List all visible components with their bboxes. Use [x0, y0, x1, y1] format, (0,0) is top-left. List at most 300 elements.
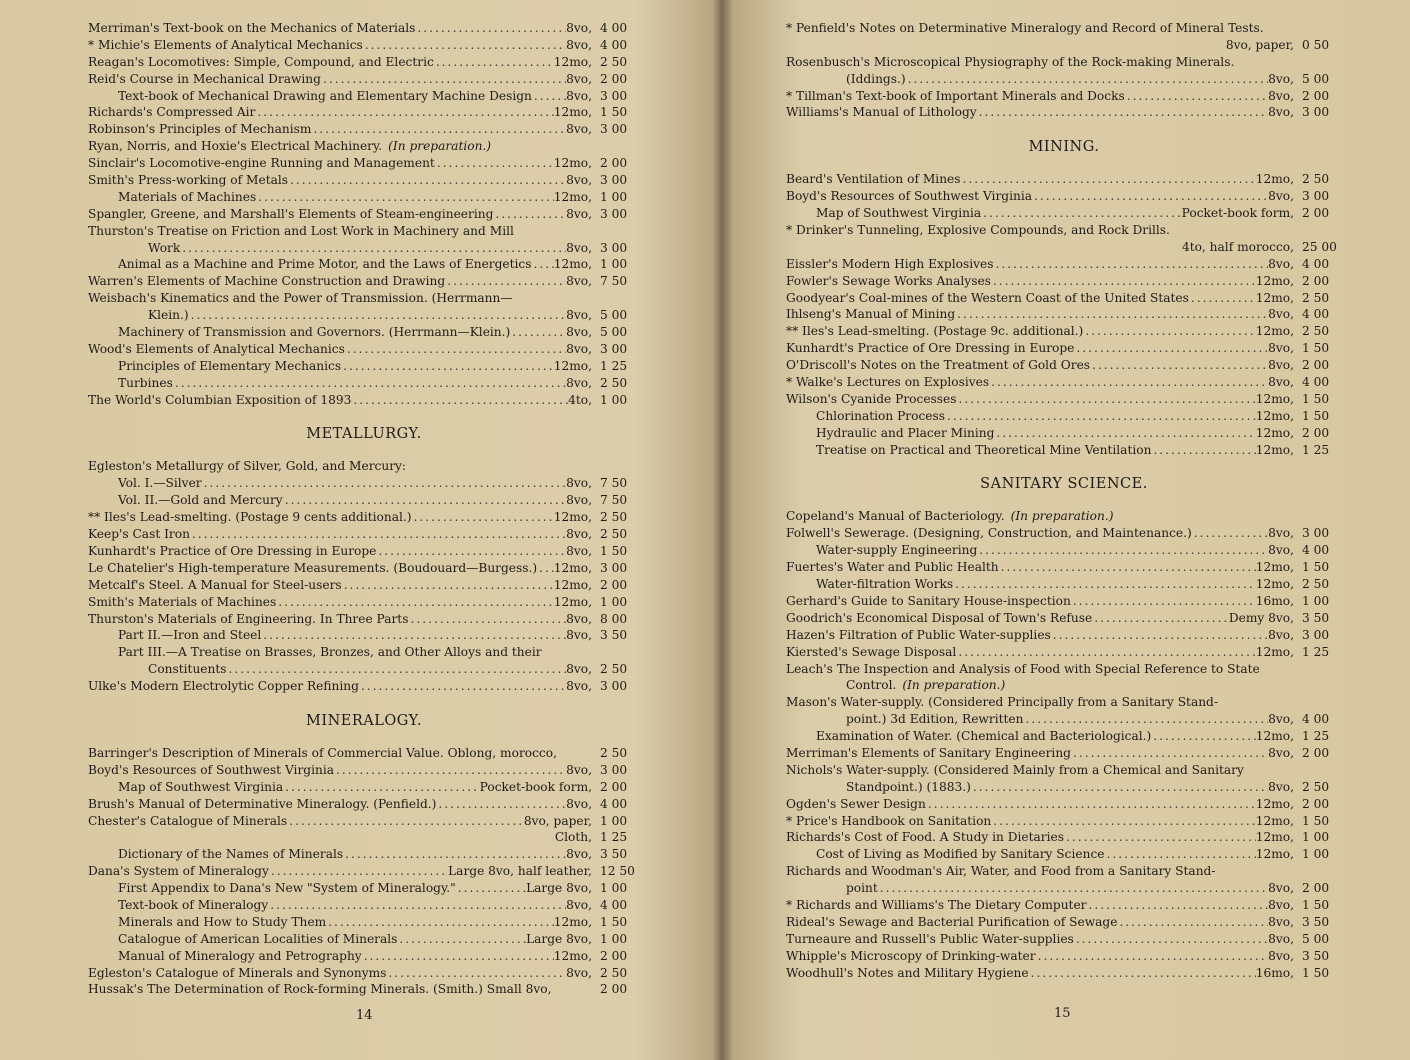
entry-price: 2 50 — [600, 662, 628, 677]
entry-title: Text-book of Mineralogy — [118, 897, 269, 912]
entry-format: 12mo, — [1255, 442, 1294, 457]
entry-format: 4to, half morocco, — [1181, 239, 1294, 254]
leader-dots — [445, 273, 566, 290]
entry-title: Eissler's Modern High Explosives — [786, 256, 994, 271]
entry-price: 4 00 — [600, 796, 628, 811]
entry-title: Animal as a Machine and Prime Motor, and the Laws of Energetics — [118, 257, 532, 272]
entry-note: (In preparation.) — [1010, 509, 1114, 524]
catalog-entry — [88, 475, 640, 492]
leader-dots — [256, 189, 553, 206]
leader-dots — [189, 307, 567, 324]
catalog-entry — [88, 829, 640, 846]
entry-title: Goodrich's Economical Disposal of Town's Refuse — [786, 610, 1093, 625]
catalog-entry — [786, 54, 1342, 71]
entry-format: 4to, — [568, 392, 592, 407]
entry-format: 8vo, — [1268, 71, 1294, 86]
catalog-entry — [88, 577, 640, 594]
entry-price: 4 00 — [600, 37, 628, 52]
leader-dots — [906, 71, 1269, 88]
entry-price: 3 00 — [600, 122, 628, 137]
entry-title: Merriman's Elements of Sanitary Engineering — [786, 745, 1071, 760]
entry-format: 12mo, — [1255, 644, 1294, 659]
entry-price: 7 50 — [600, 493, 628, 508]
catalog-entry — [88, 931, 640, 948]
catalog-entry — [786, 542, 1342, 559]
catalog-entry — [786, 813, 1342, 830]
entry-price: 1 25 — [600, 830, 628, 845]
entry-price: 2 00 — [1302, 745, 1330, 760]
entry-price: 2 50 — [600, 527, 628, 542]
entry-title: Cost of Living as Modified by Sanitary Science — [816, 847, 1105, 862]
entry-format: 8vo, — [1268, 88, 1294, 103]
leader-dots — [408, 611, 566, 628]
entry-price: 2 00 — [600, 156, 628, 171]
entry-price: 1 25 — [1302, 729, 1330, 744]
catalog-entry — [786, 745, 1342, 762]
catalog-entry — [786, 222, 1342, 239]
entry-price: 1 00 — [600, 392, 628, 407]
catalog-entry — [88, 661, 640, 678]
entry-price: 2 00 — [600, 948, 628, 963]
entry-format: 12mo, — [1255, 408, 1294, 423]
catalog-entry — [88, 914, 640, 931]
entry-title: Catalogue of American Localities of Minerals — [118, 931, 398, 946]
entry-format: 8vo, — [566, 21, 592, 35]
entry-price: 2 00 — [600, 982, 628, 997]
entry-format: 8vo, — [566, 122, 592, 137]
catalog-entry — [786, 525, 1342, 542]
catalog-entry — [88, 37, 640, 54]
entry-title: Water-filtration Works — [816, 577, 954, 592]
catalog-entry — [88, 341, 640, 358]
catalog-entry — [786, 829, 1342, 846]
entry-price: 3 00 — [1302, 627, 1330, 642]
leader-dots — [434, 54, 554, 71]
entry-title: Kunhardt's Practice of Ore Dressing in Europe — [786, 341, 1075, 356]
entry-title: ** Iles's Lead-smelting. (Postage 9 cents additional.) — [88, 510, 412, 525]
catalog-entry — [786, 20, 1342, 37]
entry-price: 2 00 — [1302, 425, 1330, 440]
entry-format: 8vo, — [566, 611, 592, 626]
entry-price: 4 00 — [600, 897, 628, 912]
entry-title: Ulke's Modern Electrolytic Copper Refining — [88, 679, 359, 694]
catalog-entry — [88, 138, 640, 155]
entry-title: Fuertes's Water and Public Health — [786, 560, 999, 575]
catalog-entry — [88, 981, 640, 998]
leader-dots — [341, 358, 554, 375]
catalog-entry — [786, 610, 1342, 627]
entry-format: 8vo, — [566, 274, 592, 289]
leader-dots — [1036, 948, 1269, 965]
entry-price: 2 50 — [600, 965, 628, 980]
entry-title: Chlorination Process — [816, 408, 946, 423]
entry-format: 12mo, — [1255, 796, 1294, 811]
catalog-entry — [88, 121, 640, 138]
entry-price: 2 50 — [1302, 290, 1330, 305]
catalog-entry — [786, 442, 1342, 459]
catalog-entry — [88, 779, 640, 796]
catalog-entry — [786, 508, 1342, 525]
leader-dots — [961, 171, 1256, 188]
entry-note: (In preparation.) — [388, 139, 492, 154]
entry-title: * Richards and Williams's The Dietary Computer — [786, 897, 1087, 912]
entry-title: Fowler's Sewage Works Analyses — [786, 273, 991, 288]
entry-format: 8vo, — [1268, 189, 1294, 204]
entry-format: Large 8vo, — [526, 881, 592, 896]
entry-format: Demy 8vo, — [1228, 610, 1294, 625]
catalog-entry — [786, 340, 1342, 357]
entry-price: 7 50 — [600, 274, 628, 289]
catalog-entry — [88, 627, 640, 644]
leader-dots — [287, 813, 524, 830]
catalog-entry — [786, 593, 1342, 610]
entry-format: 8vo, — [1268, 358, 1294, 373]
entry-format: 8vo, — [1268, 779, 1294, 794]
entry-format: 12mo, — [553, 156, 592, 171]
catalog-entry — [88, 189, 640, 206]
catalog-entry — [88, 846, 640, 863]
leader-dots — [510, 324, 566, 341]
entry-price: 8 00 — [600, 611, 628, 626]
leader-dots — [1151, 442, 1255, 459]
entry-format: 8vo, — [1268, 375, 1294, 390]
entry-format: 8vo, — [566, 308, 592, 323]
entry-format: 12mo, — [553, 54, 592, 69]
catalog-entry — [88, 223, 640, 240]
catalog-entry — [786, 627, 1342, 644]
entry-title: Richards's Cost of Food. A Study in Dietaries — [786, 830, 1064, 845]
entry-format: 12mo, — [553, 189, 592, 204]
entry-price: 4 00 — [1302, 256, 1330, 271]
leader-dots — [1125, 88, 1268, 105]
entry-price: 1 50 — [600, 543, 628, 558]
entry-price: 1 00 — [1302, 593, 1330, 608]
entry-title: (Iddings.) — [846, 71, 906, 86]
entry-title: Weisbach's Kinematics and the Power of Transmission. (Herrmann— — [88, 291, 513, 306]
entry-title: Wilson's Cyanide Processes — [786, 391, 957, 406]
leader-dots — [173, 375, 566, 392]
entry-title: Vol. II.—Gold and Mercury — [118, 493, 283, 508]
entry-format: 8vo, — [566, 476, 592, 491]
entry-price: 3 00 — [1302, 105, 1330, 120]
entry-format: 8vo, — [566, 341, 592, 356]
catalog-entry — [786, 846, 1342, 863]
entry-format: 8vo, — [566, 628, 592, 643]
entry-price: 1 25 — [1302, 442, 1330, 457]
entry-title: Rideal's Sewage and Bacterial Purification of Sewage — [786, 914, 1118, 929]
entry-format: 8vo, — [1268, 712, 1294, 727]
entry-price: 2 00 — [1302, 358, 1330, 373]
entry-title: Vol. I.—Silver — [118, 476, 202, 491]
catalog-entry — [786, 728, 1342, 745]
entry-price: 1 50 — [1302, 897, 1330, 912]
entry-title: Leach's The Inspection and Analysis of Food with Special Reference to State — [786, 661, 1260, 676]
catalog-entry — [88, 172, 640, 189]
entry-format: 12mo, — [553, 257, 592, 272]
catalog-entry — [88, 880, 640, 897]
entry-price: 3 00 — [600, 88, 628, 103]
entry-title: Kunhardt's Practice of Ore Dressing in Europe — [88, 543, 377, 558]
entry-format: 8vo, — [566, 493, 592, 508]
entry-title: O'Driscoll's Notes on the Treatment of Gold Ores — [786, 358, 1091, 373]
entry-price: 1 50 — [600, 914, 628, 929]
leader-dots — [343, 846, 566, 863]
leader-dots — [1064, 829, 1256, 846]
catalog-entry — [88, 155, 640, 172]
entry-title: Sinclair's Locomotive-engine Running and Management — [88, 156, 435, 171]
catalog-entry — [88, 290, 640, 307]
leader-dots — [999, 559, 1256, 576]
entry-title: Spangler, Greene, and Marshall's Elements of Steam-engineering — [88, 206, 494, 221]
entry-title: Reagan's Locomotives: Simple, Compound, and Electric — [88, 54, 434, 69]
entry-price: 3 50 — [1302, 914, 1330, 929]
section-heading: METALLURGY. — [306, 426, 422, 443]
entry-format: 8vo, — [566, 375, 592, 390]
entry-price: 1 00 — [600, 931, 628, 946]
entry-title: Hussak's The Determination of Rock-forming Minerals. (Smith.) Small 8vo, — [88, 982, 552, 997]
entry-title: Klein.) — [148, 308, 189, 323]
entry-format: 8vo, — [1268, 745, 1294, 760]
leader-dots — [1192, 525, 1268, 542]
entry-price: 1 00 — [1302, 830, 1330, 845]
leader-dots — [345, 341, 566, 358]
entry-format: 8vo, — [566, 965, 592, 980]
catalog-entry — [88, 543, 640, 560]
entry-price: 1 00 — [600, 881, 628, 896]
catalog-entry — [786, 408, 1342, 425]
catalog-entry — [786, 576, 1342, 593]
entry-title: Merriman's Text-book on the Mechanics of Materials — [88, 21, 416, 35]
entry-title: Ihlseng's Manual of Mining — [786, 307, 956, 322]
entry-title: Thurston's Treatise on Friction and Lost Work in Machinery and Mill — [88, 223, 514, 238]
leader-dots — [1083, 323, 1255, 340]
entry-price: 2 00 — [1302, 796, 1330, 811]
entry-price: 4 00 — [1302, 543, 1330, 558]
catalog-entry — [786, 88, 1342, 105]
entry-format: 8vo, — [1268, 627, 1294, 642]
catalog-entry — [786, 37, 1342, 54]
catalog-entry — [786, 306, 1342, 323]
entry-price: 1 00 — [600, 189, 628, 204]
leader-dots — [977, 104, 1268, 121]
entry-format: Large 8vo, — [526, 931, 592, 946]
leader-dots — [268, 897, 566, 914]
entry-price: 1 00 — [600, 813, 628, 828]
catalog-entry — [88, 392, 640, 409]
entry-title: Control. — [846, 678, 897, 693]
entry-format: 8vo, — [1268, 914, 1294, 929]
entry-title: Constituents — [148, 662, 227, 677]
entry-price: 3 50 — [1302, 948, 1330, 963]
entry-format: 8vo, — [566, 679, 592, 694]
catalog-entry — [88, 965, 640, 982]
catalog-entry — [88, 796, 640, 813]
entry-price: 3 00 — [600, 560, 628, 575]
leader-dots — [363, 37, 566, 54]
catalog-entry — [88, 273, 640, 290]
leader-dots — [926, 796, 1256, 813]
catalog-entry — [88, 54, 640, 71]
entry-title: Standpoint.) (1883.) — [846, 779, 971, 794]
entry-price: 2 00 — [600, 71, 628, 86]
entry-format: 8vo, — [566, 662, 592, 677]
leader-dots — [1032, 188, 1268, 205]
entry-title: Goodyear's Coal-mines of the Western Coast of the United States — [786, 290, 1189, 305]
catalog-entry — [786, 71, 1342, 88]
entry-format: 12mo, — [553, 914, 592, 929]
entry-format: 12mo, — [1255, 273, 1294, 288]
catalog-entry — [786, 880, 1342, 897]
entry-price: 5 00 — [1302, 931, 1330, 946]
entry-price: 3 50 — [600, 847, 628, 862]
leader-dots — [991, 813, 1255, 830]
entry-price: 2 50 — [1302, 779, 1330, 794]
entry-format: 8vo, — [1268, 307, 1294, 322]
catalog-entry — [786, 239, 1342, 256]
entry-title: Water-supply Engineering — [816, 543, 978, 558]
entry-price: 2 00 — [1302, 88, 1330, 103]
leader-dots — [261, 627, 566, 644]
entry-format: 12mo, — [1255, 560, 1294, 575]
leader-dots — [397, 931, 526, 948]
entry-title: Whipple's Microscopy of Drinking-water — [786, 948, 1036, 963]
entry-price: 2 50 — [600, 375, 628, 390]
catalog-entry — [786, 796, 1342, 813]
entry-price: 5 00 — [600, 308, 628, 323]
entry-price: 2 00 — [1302, 206, 1330, 221]
entry-format: 8vo, — [566, 847, 592, 862]
entry-title: First Appendix to Dana's New "System of Mineralogy." — [118, 881, 456, 896]
leader-dots — [1074, 340, 1268, 357]
catalog-entry — [88, 897, 640, 914]
entry-format: 16mo, — [1255, 965, 1294, 980]
entry-title: point.) 3d Edition, Rewritten — [846, 712, 1024, 727]
entry-title: * Tillman's Text-book of Important Minerals and Docks — [786, 88, 1125, 103]
catalog-entry — [786, 914, 1342, 931]
leader-dots — [288, 172, 566, 189]
entry-price: 2 00 — [1302, 273, 1330, 288]
entry-format: Pocket-book form, — [1181, 206, 1294, 221]
leader-dots — [456, 880, 526, 897]
entry-format: 8vo, — [566, 206, 592, 221]
entry-price: 3 00 — [600, 679, 628, 694]
entry-format: 8vo, paper, — [523, 813, 592, 828]
entry-format: 12mo, — [1255, 391, 1294, 406]
entry-format: Large 8vo, half leather, — [448, 864, 592, 879]
leader-dots — [1087, 897, 1269, 914]
entry-price: 25 00 — [1302, 239, 1337, 254]
leader-dots — [989, 374, 1268, 391]
catalog-entry — [786, 391, 1342, 408]
entry-title: Examination of Water. (Chemical and Bacteriological.) — [816, 729, 1152, 744]
entry-title: Wood's Elements of Analytical Mechanics — [88, 341, 345, 356]
entry-title: Mason's Water-supply. (Considered Principally from a Sanitary Stand- — [786, 695, 1218, 710]
entry-title: Copeland's Manual of Bacteriology. — [786, 509, 1005, 524]
leader-dots — [283, 492, 566, 509]
entry-title: Smith's Materials of Machines — [88, 594, 277, 609]
leader-dots — [991, 273, 1256, 290]
entry-title: Brush's Manual of Determinative Mineralogy. (Penfield.) — [88, 796, 437, 811]
entry-price: 5 00 — [1302, 71, 1330, 86]
entry-title: * Walke's Lectures on Explosives — [786, 375, 990, 390]
entry-format: 16mo, — [1255, 593, 1294, 608]
entry-price: 1 25 — [600, 358, 628, 373]
leader-dots — [537, 560, 554, 577]
leader-dots — [415, 20, 566, 37]
catalog-entry — [88, 492, 640, 509]
catalog-entry — [786, 694, 1342, 711]
catalog-entry — [786, 779, 1342, 796]
entry-format: 8vo, — [566, 240, 592, 255]
catalog-entry — [88, 509, 640, 526]
entry-title: * Michie's Elements of Analytical Mechanics — [88, 37, 363, 52]
entry-price: 4 00 — [1302, 712, 1330, 727]
entry-format: 8vo, — [566, 796, 592, 811]
entry-title: * Price's Handbook on Sanitation — [786, 813, 992, 828]
leader-dots — [1071, 745, 1268, 762]
entry-price: 1 50 — [1302, 391, 1330, 406]
catalog-entry — [786, 357, 1342, 374]
entry-format: 8vo, — [1268, 105, 1294, 120]
entry-format: 8vo, — [566, 71, 592, 86]
leader-dots — [957, 391, 1256, 408]
catalog-entry — [786, 661, 1342, 678]
catalog-entry — [786, 863, 1342, 880]
catalog-entry — [88, 611, 640, 628]
entry-title: Hazen's Filtration of Public Water-supplies — [786, 627, 1051, 642]
entry-price: 2 50 — [1302, 172, 1330, 187]
catalog-entry — [786, 256, 1342, 273]
entry-note: (In preparation.) — [902, 678, 1006, 693]
leader-dots — [255, 104, 553, 121]
entry-title: Richards and Woodman's Air, Water, and Food from a Sanitary Stand- — [786, 864, 1216, 879]
catalog-entry — [88, 358, 640, 375]
leader-dots — [180, 240, 566, 257]
entry-price: 3 00 — [600, 173, 628, 188]
leader-dots — [190, 526, 566, 543]
entry-format: 12mo, — [553, 105, 592, 120]
leader-dots — [981, 205, 1182, 222]
right-page — [786, 20, 1342, 981]
leader-dots — [1092, 610, 1229, 627]
entry-title: Chester's Catalogue of Minerals — [88, 813, 288, 828]
entry-title: Ogden's Sewer Design — [786, 796, 926, 811]
leader-dots — [945, 408, 1256, 425]
leader-dots — [362, 948, 554, 965]
catalog-entry — [88, 948, 640, 965]
leader-dots — [1074, 931, 1268, 948]
catalog-entry — [786, 897, 1342, 914]
catalog-entry — [88, 644, 640, 661]
entry-format: 12mo, — [553, 358, 592, 373]
leader-dots — [994, 425, 1255, 442]
leader-dots — [955, 306, 1268, 323]
leader-dots — [1090, 357, 1268, 374]
entry-price: 4 00 — [1302, 307, 1330, 322]
entry-format: 8vo, paper, — [1225, 37, 1294, 52]
leader-dots — [311, 121, 566, 138]
leader-dots — [532, 88, 566, 105]
leader-dots — [1023, 711, 1268, 728]
catalog-entry — [786, 425, 1342, 442]
entry-format: 8vo, — [566, 88, 592, 103]
entry-price: 1 25 — [1302, 644, 1330, 659]
entry-price: 3 50 — [1302, 610, 1330, 625]
leader-dots — [435, 155, 554, 172]
catalog-entry — [88, 88, 640, 105]
section-heading: MINERALOGY. — [306, 712, 422, 729]
catalog-entry — [786, 965, 1342, 982]
